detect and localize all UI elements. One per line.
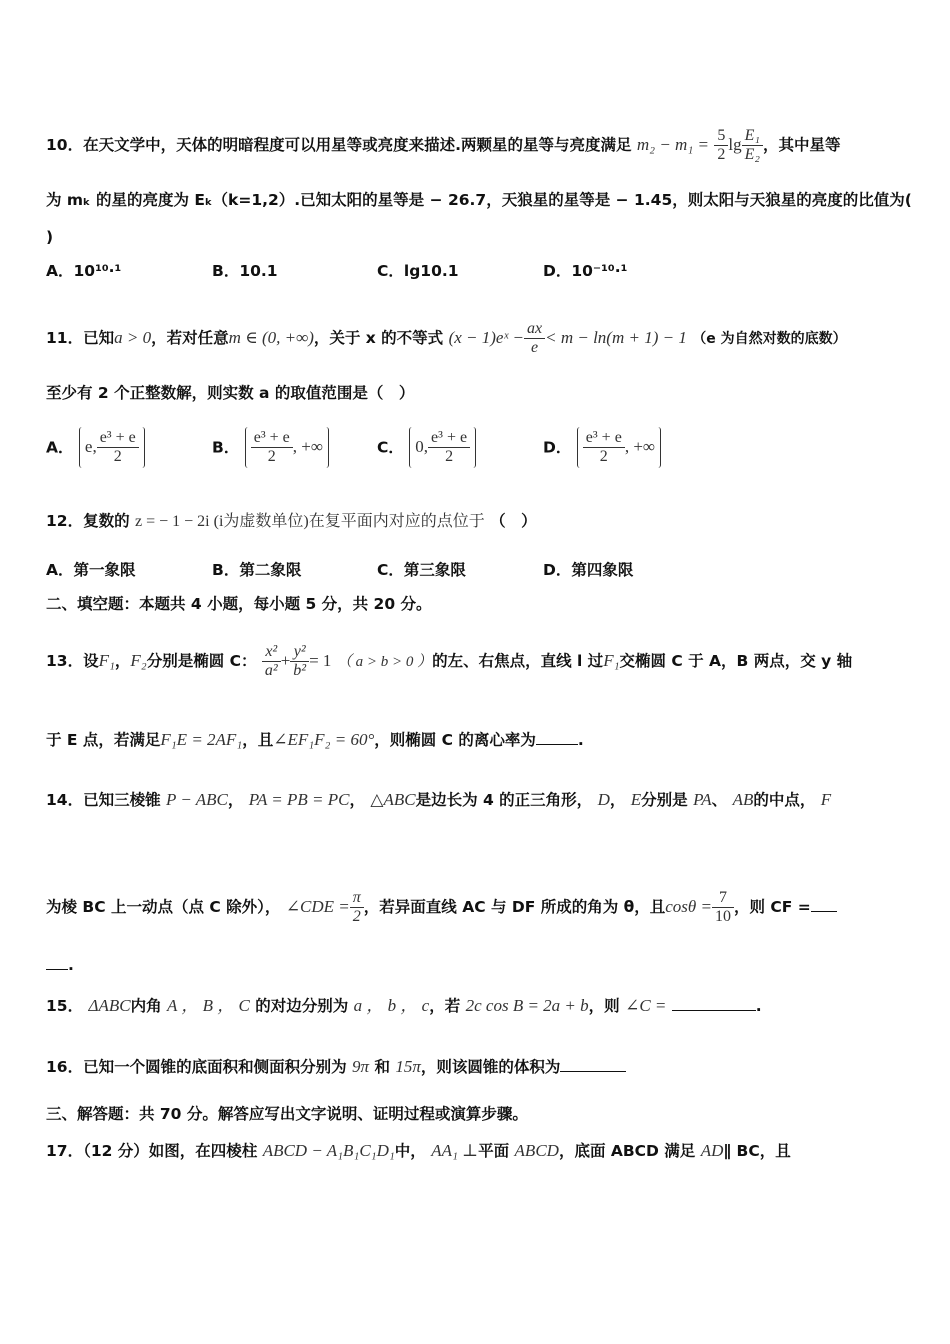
- q12-line1: 12．复数的 z = − 1 − 2i (i为虚数单位)在复平面内对应的点位于 （ ）: [46, 512, 537, 530]
- q15-answer-blank[interactable]: [672, 996, 756, 1011]
- q13-number: 13．: [46, 652, 84, 670]
- q15-number: 15．: [46, 997, 84, 1015]
- q11-option-c: C． 0, $\frac{\text{e³ + e}}{2}$: [377, 427, 476, 468]
- q14-line2: 为棱 BC 上一动点（点 C 除外）， ∠CDE = $\frac{\pi}{2}$ ，若异面直线 AC 与 DF 所成的角为 θ，且cosθ = $\frac{7}{10}$ ，则 CF =: [46, 889, 837, 926]
- q10-option-d: D．10⁻¹⁰·¹: [543, 262, 628, 280]
- q11-d-fraction: $\frac{\text{e³ + e}}{2}$: [583, 429, 625, 466]
- q14-line3: .: [46, 955, 74, 975]
- q11-a-fraction: $\frac{\text{e³ + e}}{2}$: [97, 429, 139, 466]
- q12-option-b: B．第二象限: [212, 561, 302, 579]
- q14-fraction-7-10: $\frac{7}{10}$: [712, 889, 734, 926]
- q10-option-b: B．10.1: [212, 262, 278, 280]
- q11-c-fraction: $\frac{\text{e³ + e}}{2}$: [428, 429, 470, 466]
- q13-line2: 于 E 点，若满足F₁E = 2AF₁，且∠EF₁F₂ = 60°，则椭圆 C 的离心率为 .: [46, 730, 584, 749]
- q10-fraction-5-2: $\frac{5}{2}$: [714, 127, 728, 164]
- q11-number: 11．: [46, 329, 84, 347]
- section-3-heading: 三、解答题：共 70 分。解答应写出文字说明、证明过程或演算步骤。: [46, 1105, 528, 1123]
- q10-number: 10．: [46, 136, 84, 154]
- q12-option-d: D．第四象限: [543, 561, 634, 579]
- q11-fraction-ax-e: $\frac{ax}{e}$: [524, 320, 545, 357]
- q10-option-c: C．lg10.1: [377, 262, 459, 280]
- q13-fraction-y2-b2: $\frac{\text{y²}}{\text{b²}}$: [290, 643, 309, 680]
- q17-line1: 17．（12 分）如图，在四棱柱 ABCD − A₁B₁C₁D₁中， AA₁ ⊥平面 ABCD，底面 ABCD 满足 AD∥ BC，且: [46, 1141, 791, 1160]
- q15-line1: 15． ΔABC内角 A ， B ， C 的对边分别为 a ， b ， c，若 2c cos B = 2a + b，则 ∠C = .: [46, 996, 762, 1015]
- q12-option-c: C．第三象限: [377, 561, 466, 579]
- q11-option-b: B． $\frac{\text{e³ + e}}{2}$ , +∞: [212, 427, 329, 468]
- q10-fraction-e1-e2: $\frac{\text{E₁}}{\text{E₂}}$: [742, 127, 763, 164]
- q14-number: 14．: [46, 791, 84, 809]
- q10-line2: 为 mₖ 的星的亮度为 Eₖ（k=1,2）.已知太阳的星等是 − 26.7，天狼星的星等是 − 1.45，则太阳与天狼星的亮度的比值为(: [46, 191, 912, 209]
- q13-answer-blank[interactable]: [536, 730, 578, 745]
- q14-answer-blank-cont[interactable]: [46, 955, 68, 970]
- q10-option-a: A．10¹⁰·¹: [46, 262, 122, 280]
- q10-line1: 10．在天文学中，天体的明暗程度可以用星等或亮度来描述.两颗星的星等与亮度满足 m₂ − m₁ = $\frac{5}{2}$ lg $\frac{\text{E₁}}{\text{E₂}}$ ，其中星等: [46, 127, 841, 163]
- q11-line2: 至少有 2 个正整数解，则实数 a 的取值范围是（ ）: [46, 384, 415, 402]
- q12-number: 12．: [46, 512, 84, 530]
- q12-option-a: A．第一象限: [46, 561, 136, 579]
- q14-answer-blank[interactable]: [811, 897, 837, 912]
- q16-number: 16．: [46, 1058, 84, 1076]
- q10-line3: ): [46, 228, 54, 246]
- q14-fraction-pi-2: $\frac{\pi}{2}$: [350, 889, 364, 926]
- q17-number: 17．: [46, 1142, 84, 1160]
- section-2-heading: 二、填空题：本题共 4 小题，每小题 5 分，共 20 分。: [46, 595, 432, 613]
- q13-fraction-x2-a2: $\frac{\text{x²}}{\text{a²}}$: [262, 643, 281, 680]
- q11-line1: 11．已知a > 0，若对任意m ∈ (0, +∞)，关于 x 的不等式 (x − 1)eˣ − $\frac{ax}{e}$ < m − ln(m + 1) − 1 （e 为自然对数的底数）: [46, 320, 847, 356]
- q14-line1: 14．已知三棱锥 P − ABC， PA = PB = PC， △ABC是边长为 4 的正三角形， D， E分别是 PA、 AB的中点， F: [46, 790, 832, 809]
- q11-b-fraction: $\frac{\text{e³ + e}}{2}$: [251, 429, 293, 466]
- q16-answer-blank[interactable]: [560, 1057, 626, 1072]
- q16-line1: 16．已知一个圆锥的底面积和侧面积分别为 9π 和 15π，则该圆锥的体积为: [46, 1057, 626, 1077]
- q11-option-d: D． $\frac{\text{e³ + e}}{2}$ , +∞: [543, 427, 661, 468]
- q13-line1: 13．设F₁，F₂分别是椭圆 C： $\frac{\text{x²}}{\text{a²}}$ + $\frac{\text{y²}}{\text{b²}}$ = 1 （ a > b > 0 ）的左、右焦点，直线 l 过F₁交椭圆 C 于 A，B 两点，交 y 轴: [46, 643, 853, 679]
- q11-option-a: A． e, $\frac{\text{e³ + e}}{2}$: [46, 427, 145, 468]
